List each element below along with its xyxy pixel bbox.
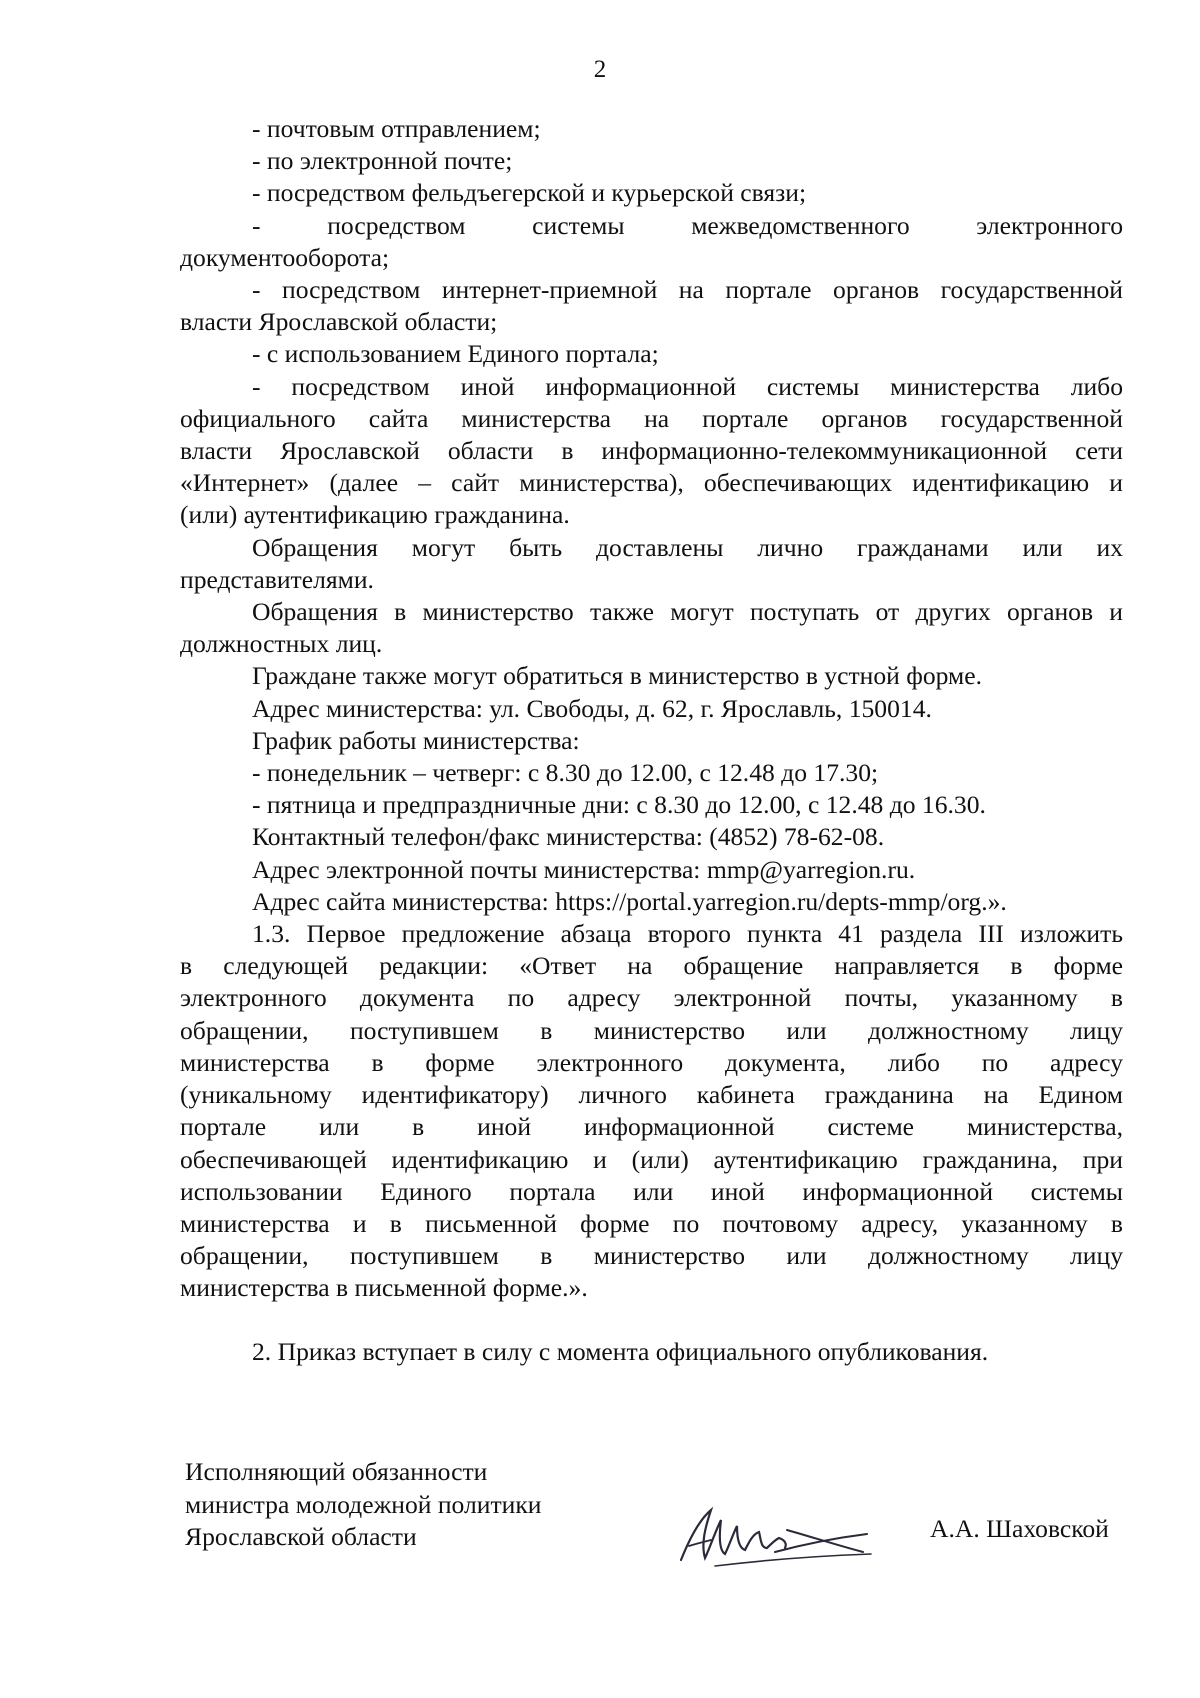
document-body xyxy=(180,113,1123,1368)
text-line: портале или в иной информационной системе министерства, xyxy=(180,1112,1123,1142)
signer-title-line: Исполняющий обязанности xyxy=(185,1457,488,1486)
text-line: власти Ярославской области в информационно-телекоммуникационной сети xyxy=(180,436,1123,466)
signature-stroke xyxy=(715,1554,871,1566)
signer-name: А.А. Шаховской xyxy=(930,1514,1109,1543)
page-number: 2 xyxy=(593,56,607,83)
text-line: министерства в письменной форме.». xyxy=(180,1273,588,1303)
text-line: власти Ярославской области; xyxy=(180,307,498,337)
text-line: Обращения в министерство также могут поступать от других органов и xyxy=(252,597,1123,627)
text-line: - с использованием Единого портала; xyxy=(252,339,659,369)
text-line: - почтовым отправлением; xyxy=(252,114,541,143)
text-line: официального сайта министерства на портале органов государственной xyxy=(180,403,1123,433)
text-line: - посредством фельдъегерской и курьерской связи; xyxy=(252,178,807,208)
text-line: 2. Приказ вступает в силу с момента официального опубликования. xyxy=(252,1336,989,1366)
text-line: - посредством системы межведомственного электронного xyxy=(252,210,1123,240)
signature-stroke xyxy=(689,1540,711,1546)
signature-stroke xyxy=(787,1530,863,1552)
text-line: использовании Единого портала или иной информационной системы xyxy=(180,1176,1123,1206)
text-line: - понедельник – четверг: с 8.30 до 12.00, с 12.48 до 17.30; xyxy=(252,758,879,788)
text-line: - по электронной почте; xyxy=(252,146,513,176)
text-line: «Интернет» (далее – сайт министерства), обеспечивающих идентификацию и xyxy=(180,468,1123,498)
text-line: документооборота; xyxy=(180,242,390,272)
text-line: должностных лиц. xyxy=(180,629,383,659)
text-line: в следующей редакции: «Ответ на обращение направляется в форме xyxy=(180,951,1123,981)
text-line: График работы министерства: xyxy=(252,725,580,755)
text-line: обращении, поступившем в министерство или должностному лицу xyxy=(180,1015,1123,1045)
text-line: - пятница и предпраздничные дни: с 8.30 до 12.00, с 12.48 до 16.30. xyxy=(252,790,986,820)
text-line: - посредством интернет-приемной на портале органов государственной xyxy=(252,275,1123,305)
text-line: Адрес министерства: ул. Свободы, д. 62, г. Ярославль, 150014. xyxy=(252,693,932,723)
signature-block xyxy=(185,1456,541,1554)
text-line: обращении, поступившем в министерство или должностному лицу xyxy=(180,1241,1123,1271)
text-line: - посредством иной информационной системы министерства либо xyxy=(252,371,1123,401)
signer-title-line: министра молодежной политики xyxy=(185,1489,542,1519)
text-line: Контактный телефон/факс министерства: (4852) 78-62-08. xyxy=(252,822,885,852)
text-line: (уникальному идентификатору) личного кабинета гражданина на Едином xyxy=(180,1080,1123,1110)
text-line: министерства и в письменной форме по почтовому адресу, указанному в xyxy=(180,1208,1123,1238)
text-line: 1.3. Первое предложение абзаца второго пункта 41 раздела III изложить xyxy=(252,919,1123,949)
signature-stroke xyxy=(681,1510,786,1560)
signer-title-line: Ярославской области xyxy=(185,1522,417,1551)
text-line: Адрес сайта министерства: https://portal.yarregion.ru/depts-mmp/org.». xyxy=(252,886,1007,916)
text-line: (или) аутентификацию гражданина. xyxy=(180,500,570,530)
handwritten-signature xyxy=(675,1500,875,1572)
text-line: Адрес электронной почты министерства: mmp@yarregion.ru. xyxy=(252,854,916,884)
text-line: Обращения могут быть доставлены лично гражданами или их xyxy=(252,532,1123,562)
text-line: электронного документа по адресу электронной почты, указанному в xyxy=(180,983,1123,1013)
text-line: обеспечивающей идентификацию и (или) аутентификацию гражданина, при xyxy=(180,1144,1123,1174)
text-line: Граждане также могут обратиться в министерство в устной форме. xyxy=(252,661,982,691)
text-line: представителями. xyxy=(180,564,374,594)
text-line: министерства в форме электронного документа, либо по адресу xyxy=(180,1047,1123,1077)
